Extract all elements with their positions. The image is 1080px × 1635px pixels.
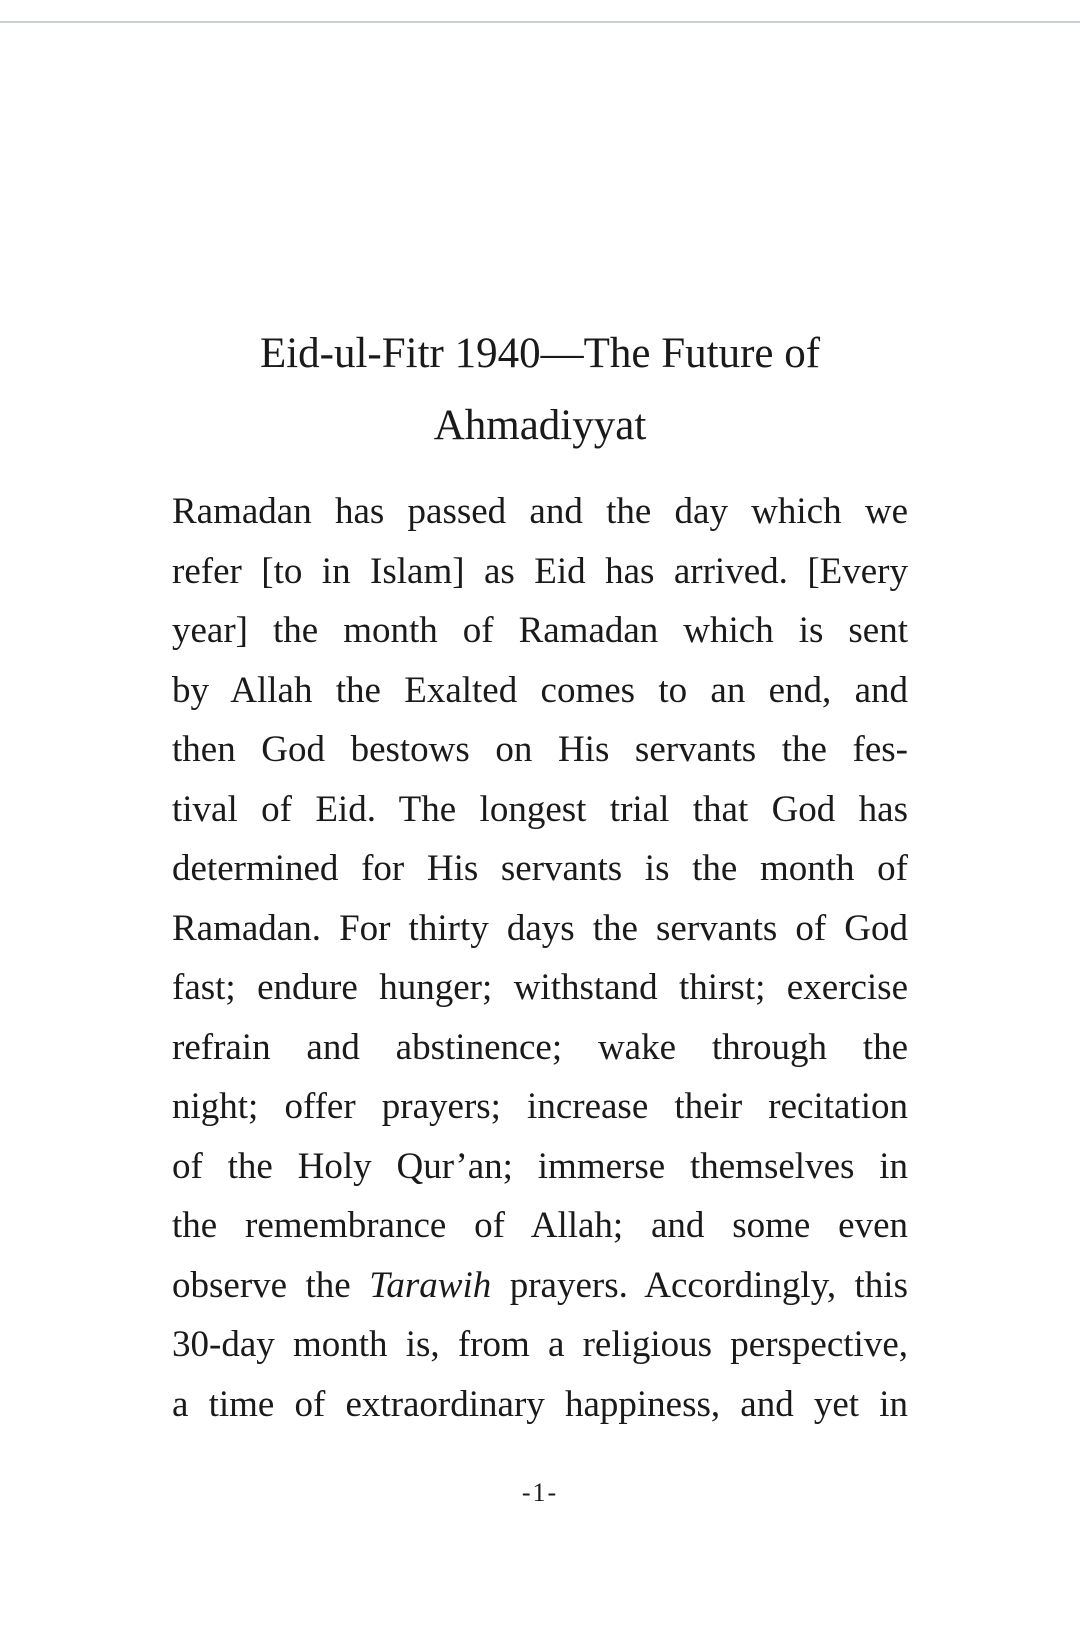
body-line: determined for His servants is the month of [172,848,908,889]
body-line: by Allah the Exalted comes to an end, and [172,669,908,711]
body-line: refrain and abstinence; wake through the [172,1026,908,1068]
body-line: night; offer prayers; increase their recitation [172,1086,908,1127]
body-line: a time of extraordinary happiness, and yet in [172,1383,908,1425]
body-line: Ramadan has passed and the day which we [172,491,908,532]
chapter-title [172,318,908,462]
body-line: year] the month of Ramadan which is sent [172,610,908,651]
body-line-with-italic [172,1256,908,1316]
body-line: of the Holy Qur’an; immerse themselves in [172,1145,908,1187]
chapter-title-line: Eid-ul-Fitr 1940—The Future of [259,330,821,377]
body-text-segment: prayers. Accordingly, this [491,1264,908,1306]
body-text-segment: observe the [172,1264,370,1306]
body-line: 30-day month is, from a religious perspective, [172,1324,908,1365]
italic-term-tarawih: Tarawih [369,1264,492,1306]
chapter-title-line: Ahmadiyyat [433,402,647,449]
body-line: tival of Eid. The longest trial that God has [172,788,908,830]
body-paragraph [172,482,908,1434]
body-line: fast; endure hunger; withstand thirst; exercise [172,967,908,1008]
body-line: Ramadan. For thirty days the servants of God [172,907,908,949]
body-line: refer [to in Islam] as Eid has arrived. [Every [172,550,908,592]
top-divider [0,21,1080,23]
body-line: the remembrance of Allah; and some even [172,1205,908,1246]
page-number: -1- [521,1478,559,1507]
body-line: then God bestows on His servants the fes- [172,729,908,770]
document-page [172,318,908,1434]
